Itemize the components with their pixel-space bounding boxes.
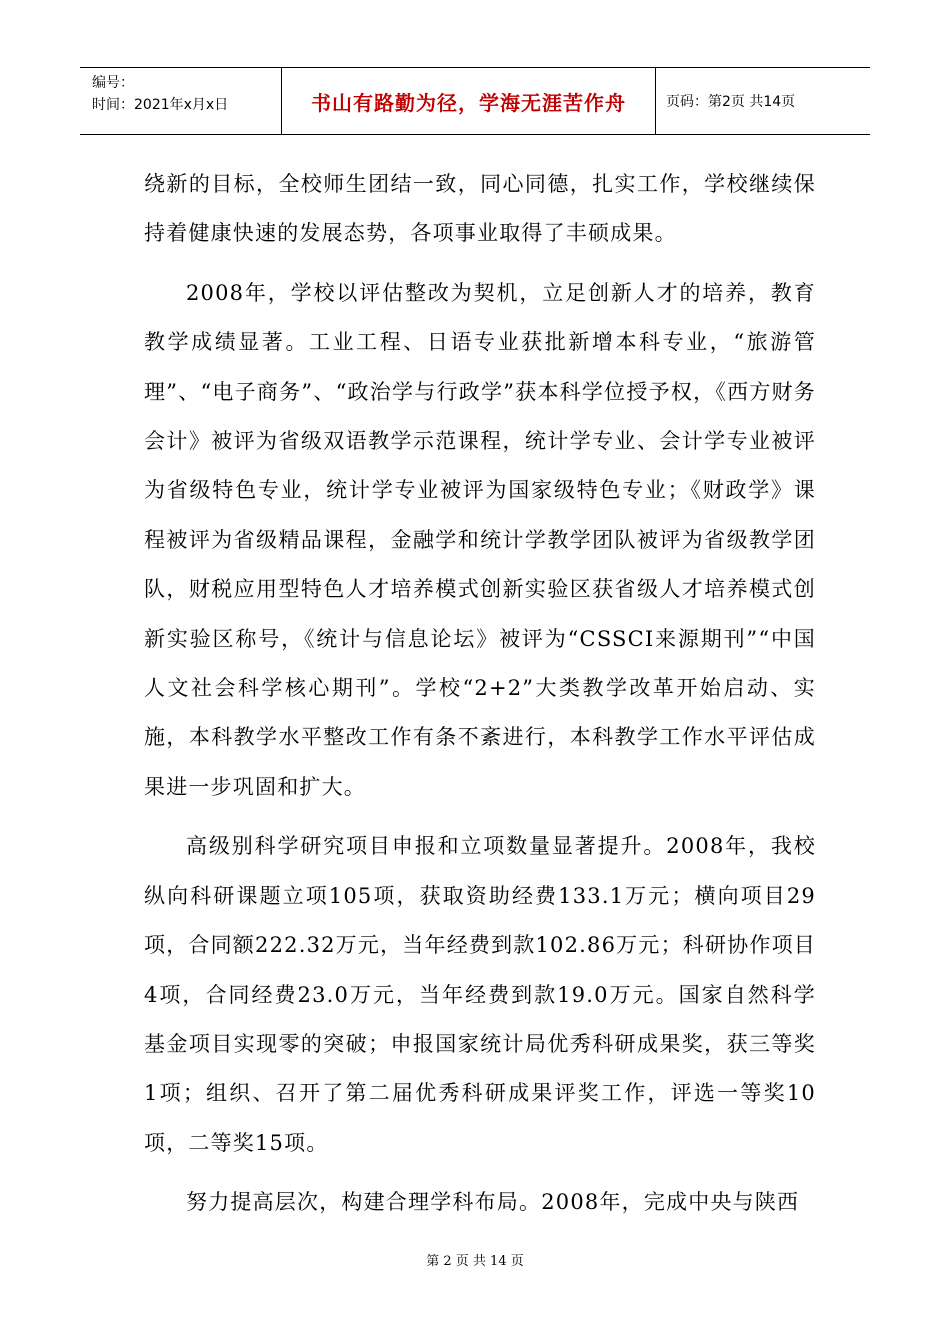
document-body xyxy=(144,160,816,1238)
page-header xyxy=(80,67,870,135)
header-page-label: 页码：第2页 共14页 xyxy=(666,94,796,110)
header-motto-cell xyxy=(282,68,656,134)
document-date-label: 时间：2021年x月x日 xyxy=(92,97,229,113)
paragraph-research: 高级别科学研究项目申报和立项数量显著提升。2008年，我校纵向科研课题立项105项，获取资助经费133.1万元；横向项目29项，合同额222.32万元，当年经费到款102.86万元；科研协作项目4项，合同经费23.0万元，当年经费到款19.0万元。国家自然科学基金项目实现零的突破；申报国家统计局优秀科研成果奖，获三等奖1项；组织、召开了第二届优秀科研成果评奖工作，评选一等奖10项，二等奖15项。 xyxy=(144,834,816,1155)
header-motto: 书山有路勤为径，学海无涯苦作舟 xyxy=(311,90,626,115)
paragraph-continuation: 绕新的目标，全校师生团结一致，同心同德，扎实工作，学校继续保持着健康快速的发展态势，各项事业取得了丰硕成果。 xyxy=(144,172,816,246)
header-meta xyxy=(80,68,282,134)
page-footer xyxy=(0,1250,950,1269)
paragraph-teaching: 2008年，学校以评估整改为契机，立足创新人才的培养，教育教学成绩显著。工业工程、日语专业获批新增本科专业，“旅游管理”、“电子商务”、“政治学与行政学”获本科学位授予权，《西方财务会计》被评为省级双语教学示范课程，统计学专业、会计学专业被评为省级特色专业，统计学专业被评为国家级特色专业；《财政学》课程被评为省级精品课程，金融学和统计学教学团队被评为省级教学团队，财税应用型特色人才培养模式创新实验区获省级人才培养模式创新实验区称号，《统计与信息论坛》被评为“CSSCI来源期刊”“中国人文社会科学核心期刊”。学校“2+2”大类教学改革开始启动、实施，本科教学水平整改工作有条不紊进行，本科教学工作水平评估成果进一步巩固和扩大。 xyxy=(144,280,816,799)
paragraph-discipline: 努力提高层次，构建合理学科布局。2008年，完成中央与陕西 xyxy=(186,1190,800,1215)
document-number-label: 编号： xyxy=(92,75,134,91)
header-page-info xyxy=(656,68,870,134)
footer-page-number: 第 2 页 共 14 页 xyxy=(426,1254,524,1269)
